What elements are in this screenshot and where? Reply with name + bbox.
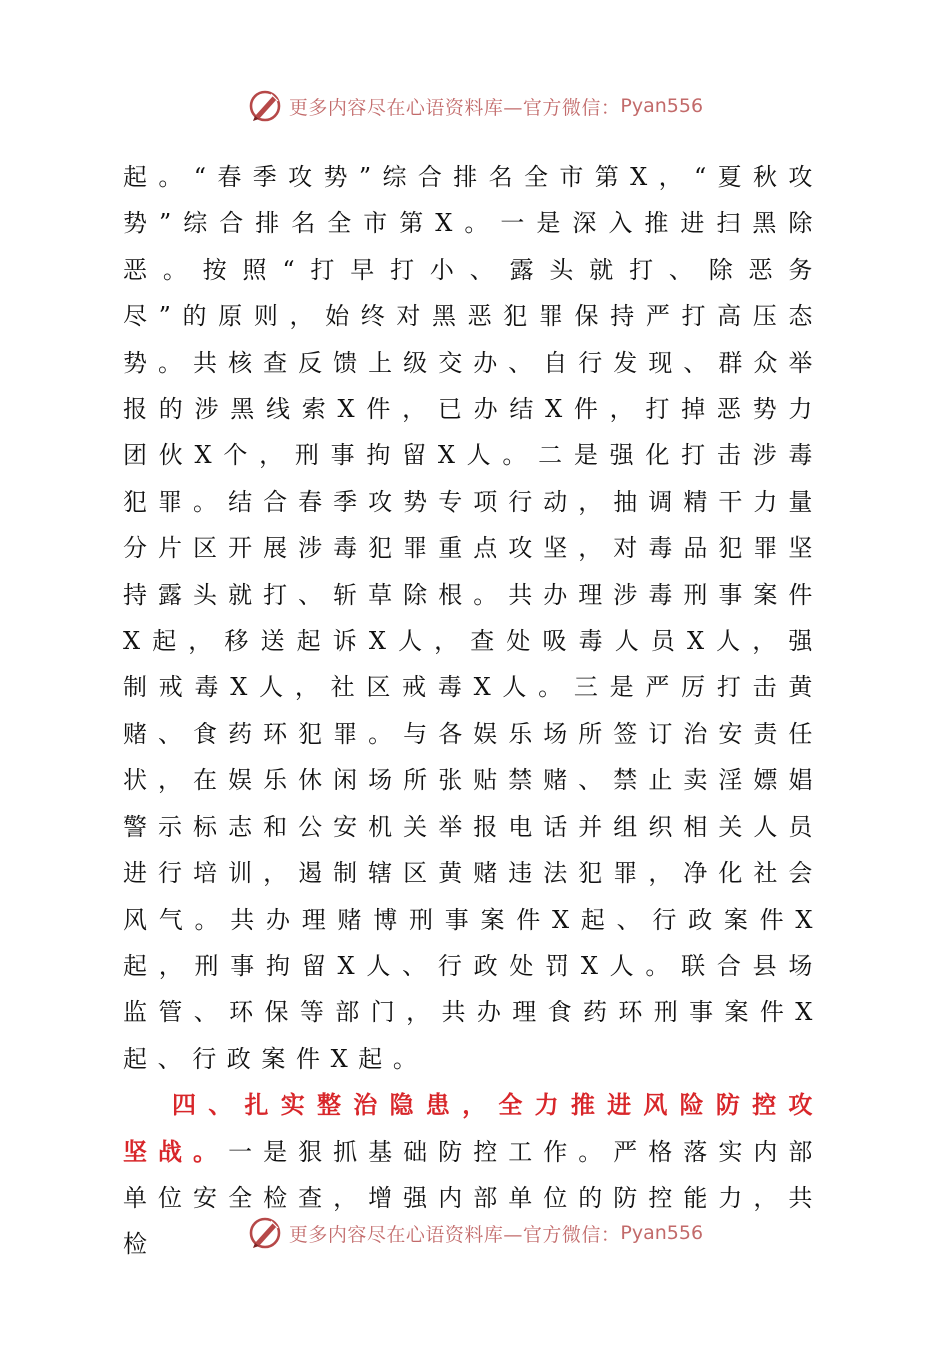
- watermark-banner-top: [0, 86, 950, 126]
- paragraph-2-text: 一是狠抓基础防控工作。严格落实内部单位安全检查，增强内部单位的防控能力，共检: [123, 1137, 823, 1259]
- watermark-text-bottom: 更多内容尽在心语资料库—官方微信：: [288, 1223, 621, 1246]
- document-body: [123, 154, 823, 1268]
- watermark-account: Pyan556: [620, 95, 704, 117]
- watermark-banner-bottom: [0, 1213, 950, 1253]
- pen-circle-logo-icon: [247, 88, 283, 124]
- paragraph-1: 起。“春季攻势”综合排名全市第X，“夏秋攻势”综合排名全市第X。一是深入推进扫黑除恶。按照“打早打小、露头就打、除恶务尽”的原则，始终对黑恶犯罪保持严打高压态势。共核查反馈上级交办、自行发现、群众举报的涉黑线索X件，已办结X件，打掉恶势力团伙X个，刑事拘留X人。二是强化打击涉毒犯罪。结合春季攻势专项行动，抽调精干力量分片区开展涉毒犯罪重点攻坚，对毒品犯罪坚持露头就打、斩草除根。共办理涉毒刑事案件X起，移送起诉X人，查处吸毒人员X人，强制戒毒X人，社区戒毒X人。三是严厉打击黄赌、食药环犯罪。与各娱乐场所签订治安责任状，在娱乐休闲场所张贴禁赌、禁止卖淫嫖娼警示标志和公安机关举报电话并组织相关人员进行培训，遏制辖区黄赌违法犯罪，净化社会风气。共办理赌博刑事案件X起、行政案件X起，刑事拘留X人、行政处罚X人。联合县场监管、环保等部门，共办理食药环刑事案件X起、行政案件X起。: [123, 163, 823, 1073]
- section-heading: 四、扎实整治隐患，全力推进风险防控攻坚战。: [123, 1090, 823, 1166]
- watermark-text: 更多内容尽在心语资料库—官方微信：: [288, 96, 621, 119]
- watermark-account-bottom: Pyan556: [620, 1222, 704, 1244]
- pen-circle-logo-icon: [247, 1215, 283, 1251]
